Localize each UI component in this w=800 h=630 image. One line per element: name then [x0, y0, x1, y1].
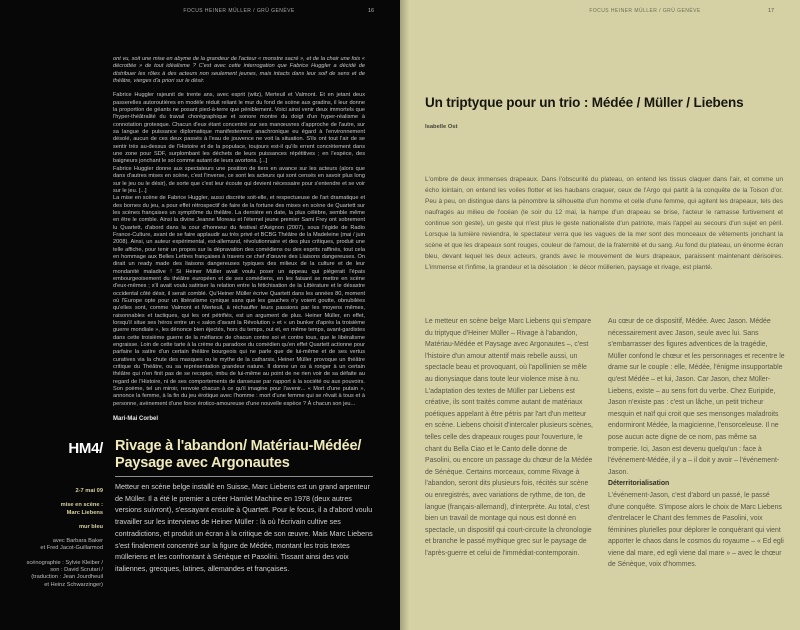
show-title	[115, 438, 379, 471]
show-description: Metteur en scène belge installé en Suisse, Marc Liebens est un grand arpenteur de Müller. Il a été le premier a créer Hamlet Machine en 1978 (deux autres versions suivront), s'essayant ensuite à Quartett. Pour le focus, il a d'abord voulu travailler sur les interviews de Heiner Müller : là où l'écrivain cultive ses contradictions, et produit un écran à la critique de son œuvre. Mais Marc Liebens s'est finalement concentré sur la figure de Médée, montant les trois textes mülleriens et les confrontant à Sénèque et Pasolini. Tissant ainsi des voix italiennes, grecques, latines, allemandes et françaises.	[115, 482, 373, 573]
credits-line-3: (traduction : Jean Jourdheuil	[31, 574, 103, 581]
director-name: Marc Liebens	[66, 509, 103, 516]
review-paragraph-2: Fabrice Huggler donne aux spectateurs une position de tiers en avance sur les acteurs (alors que dans d'autres mises en scène, c'est l'inverse, ce sont les acteurs qui sont censés en savoir plus long sur le jeu ou le désir), de sorte que c'est leur écoute qui devient nécessaire pour s'entendre et se voir sur le jeu. [...]	[113, 165, 365, 194]
title-divider-rule	[115, 476, 373, 477]
essay-intro-paragraph: L'ombre de deux immenses drapeaux. Dans l'obscurité du plateau, on entend les tissus claquer dans l'air, et comme un écho lointain, on entend les voiles flotter et les haubans craquer, ceux de l'Argo qui partit à la conquête de la Toison d'or. Peu à peu, on distingue dans la pénombre la silhouette d'un homme et celle d'une femme, qui agitent les drapeaux, tels des naufragés au milieu de l'océan (le soir du 12 mai, la hampe d'un drapeau se brise, l'acteur le ramasse furtivement et continue son geste), un geste qui n'est plus le geste nationaliste d'un patriote, mais l'appel au secours d'un sujet en péril. Lorsque la lumière reviendra, le spectateur verra que les vagues de la mer sont des monceaux de vêtements jonchant la scène et que les drapeaux sont rouges, couleur de l'amour, de la fraternité et du sang. Au fond du plateau, un énorme écran bleu, devant lequel les deux acteurs, grands avec le mouvement de leurs drapeaux, paraissent maintenant dérisoires. L'immense et l'infime, la grandeur et la désolation : le décor müllerien, paysage et rivage, est planté.	[425, 176, 783, 271]
review-intro-paragraph: ont vu, soit une mise en abyme de la grandeur de l'acteur « monstre sacré », et de la chair une fois « décrottée » de tout idéalisme ? C'est avec cette interrogation que Fabrice Huggler a décidé de distribuer les rôles à des acteurs non seulement jeunes, mais intacts dans leur soif de sens et de théâtre, vierges d'a priori sur le désir.	[113, 56, 365, 85]
show-dates: 2-7 mai 09	[75, 488, 103, 494]
left-page-number: 16	[368, 8, 375, 14]
show-direction	[8, 502, 103, 517]
right-page-number: 17	[768, 8, 775, 14]
show-title-line-1: Rivage à l'abandon/ Matériau-Médée/	[115, 438, 362, 454]
cast-line-2: et Fred Jacot-Guillarmod	[40, 545, 103, 552]
column-right-paragraph-2: L'événement-Jason, c'est d'abord un passé, le passé d'une conquête. S'impose alors le choix de Marc Liebens d'entrelacer le Chant des femmes de Pasolini, voix féminines plurielles pour déplorer le conquérant qui vient apporter le chaos dans le cosmos du royaume – « Ed egli viene dal mare, ed egli viene dal mare » – avec le chœur de Sénèque, voix d'hommes.	[608, 491, 784, 569]
right-page	[400, 0, 800, 630]
essay-author: Isabelle Ost	[425, 124, 458, 130]
column-right-paragraph-1: Au cœur de ce dispositif, Médée. Avec Jason. Médée nécessairement avec Jason, seule avec lui. Sans s'embarrasser des figures adventices de la tragédie, Müller confond le chœur et les personnages et recentre le drame sur le couple : elle, Médée, l'énigme insupportable qu'est Médée – et lui, Jason. Car Jason, chez Müller-Liebens, existe – au sens fort du verbe. Chez Euripide, Jason n'existe pas : c'est un lâche, un petit tricheur mesquin et naïf qui croit que ses mensonges maladroits endormiront Médée, la magicienne, l'ensorceleuse. Il ne pose aucun acte digne de ce nom, pas même sa tromperie. Ici, Jason est devenu quelqu'un : face à l'événement-Médée, il y a – il doit y avoir – l'événement-Jason.	[608, 318, 785, 476]
review-author: Mari-Mai Corbel	[113, 416, 159, 422]
show-credits	[8, 560, 103, 589]
left-running-header: FOCUS HEINER MÜLLER / GRÜ GENÈVE	[183, 8, 295, 14]
column-left-paragraph: Le metteur en scène belge Marc Liebens qui s'empare du triptyque d'Heiner Müller – Rivage à l'abandon, Matériau-Médée et Paysage avec Argonautes –, c'est l'histoire d'un amour attentif mais rebelle aussi, un spectacle beau et provoquant, où l'apollinien se mêle au dionysiaque dans toute leur violence mise à nu. L'adaptation des textes de Müller par Liebens est créative, ils sont traités comme autant de matériaux poétiques appelant à être pétris par l'art d'un metteur en scène. Liebens choisit d'intercaler plusieurs scènes, telles celle des drapeaux rouges pour l'ouverture, le chant du Bella Ciao et le Canto delle donne de Pasolini, ou encore un passage du chœur de la Médée de Sénèque. Certains morceaux, comme Rivage à l'abandon, seront dits plusieurs fois, récités sur scène ou enregistrés, avec variations de rythme, de ton, de langue (français-allemand), d'interprète. Au total, c'est bien un travail de montage qui nous est donné en spectacle, un dispositif qui court-circuite la chronologie et branche le passé mythique grec sur le paysage de l'après-guerre et celui de l'immédiat-contemporain.	[425, 318, 593, 557]
credits-line-2: son : David Scrutari /	[50, 567, 103, 574]
essay-column-left	[425, 316, 595, 559]
right-running-header: FOCUS HEINER MÜLLER / GRÜ GENÈVE	[589, 8, 701, 14]
essay-column-right	[608, 316, 785, 571]
show-note: mur bleu	[78, 523, 103, 530]
review-paragraph-3: La mise en scène de Fabrice Huggler, aussi discrète soit-elle, et respectueuse de l'art dramatique et des bornes du jeu, a pour effet rétrospectif de faire de la fortune des mises en scène de Quartett sur les scènes françaises un symptôme du théâtre. La dernière en date, la plus célèbre, semble même en être le comble. Ainsi la divine Jeanne Moreau et l'éternel jeune premier Sami Frey ont sobrement lu Quartett, d'abord dans la cour d'honneur du festival d'Avignon (2007), sous l'égide de Radio France-Culture, avant de se faire applaudir au très privé et BCBG Théâtre de la Madeleine (mai / juin 2008). Ainsi, un auteur expérimental, est-allemand, révolutionnaire et des plus critiques, produit une telle affiche, pour tenir un propos sur la dépravation des comédiens ou des esprits raffinés, tout cela en hommage aux Belles Lettres françaises à travers ce chef d'œuvre des Liaisons dangereuses. On dirait un ready made des liaisons dangereuses typiques des milieux de la culture et de leur mondanité maladive ! Si Heiner Müller avait voulu poser un appeau qui piégerait l'épais embourgeoisement du théâtre européen et de ses comédiens, en les faisant se mettre en scène d'eux-mêmes ; s'il avait voulu satiriser la relation entre la fétichisation de la Littérature et le désastre occidental côté désir, il serait comblé. Qu'Heiner Müller écrive Quartett dans les années 80, moment où l'Europe opte pour un libéralisme cynique sans que les gauches n'y voient goutte, obnubilées qu'elles sont, comme Valmont et Merteuil, à réchauffer leurs passions par les moyens mêmes, raisonnables et tactiques, qui les ont pétrifiés, est un argument de plus. Heiner Müller, en effet, lorsqu'il situe ses héros entre un « salon d'avant la Révolution » et « un bunker d'après la troisième guerre mondiale », les dénonce bien éjectés, hors du temps, out et, en même temps, avant-gardistes dans cette troisième guerre de la méfiance de chacun contre soi et contre tous, que le libéralisme engraisse. Loin de cette tarte à la crème du paradoxe du comédien qu'en effet Quartett actionne pour parfaire la satire d'un certain théâtre bourgeois qui ne parle que de lui-même et de ses vertus curatives via la chute des masques ou le mythe de la catharsis, Heiner Müller provoque un théâtre critique du Théâtre, ou sa représentation grandeur nature. Il donne un os à ronger à un certain théâtre qui n'en finit pas de se recopier, imbu de lui-même au point de ne rien voir de sa défaite au regard de l'Histoire, ni de ses comportements de danseuse par rapport à la société ou aux pouvoirs. Son poème, tel un miroir, renvoie chacun à ce qu'il imagine pour l'avenir... « Mort d'une putain », annonce la femme, à la fin du jeu érotique avec l'homme : mort d'une femme qui se rêvait à tous et à personne, avènement d'une force érotico-amoureuse d'une nouvelle espèce ? À chacun son jeu...	[113, 195, 365, 407]
credits-line-4: et Heinz Schwarzinger)	[44, 581, 103, 588]
review-paragraph-1: Fabrice Huggler rajeunit de trente ans, avec esprit (witz), Merteuil et Valmont. Et en jetant deux passerelles autoroutières en modèle réduit reliant le mur du fond de scène aux gradins, il leur donne la proportion de géants ne posant pied-à-terre que péniblement. Voici ainsi venir deux immortels que l'hyper-théâtralité du travail chorégraphique et sonore montre du doigt d'un hyper-réalisme à connotation grotesque. Chacun d'eux étant concentré sur ses manœuvres d'approche de l'autre, sur sa langue de puissance diplomatique manifestement anachronique eu égard à l'environnement désolé, aucun de ces deux passés à l'eau de jouvence ne voit la situation. S'ils ont tout l'air de se sentir très au-dessus de l'Histoire et de la populace, toujours est-il qu'ils errent concrètement dans une zone pour SDF, surplombant les déchets de leurs puissances répétitives ; en l'espèce, des baigneurs jonchant le sol comme autant de leurs avortons. [...]	[113, 92, 365, 165]
show-meta-column	[8, 488, 103, 596]
credits-line-1: scénographie : Sylvie Kleiber /	[26, 559, 103, 566]
deterritorialisation-heading: Déterritorialisation	[608, 480, 670, 488]
essay-title: Un triptyque pour un trio : Médée / Müller / Liebens	[425, 95, 744, 110]
cast-line-1: avec Barbara Baker	[52, 538, 103, 545]
quartett-review-article	[113, 56, 365, 408]
direction-label: mise en scène :	[60, 502, 103, 509]
show-cast	[8, 538, 103, 553]
show-title-line-2: Paysage avec Argonautes	[115, 454, 290, 471]
show-code: HM4/	[68, 440, 103, 457]
